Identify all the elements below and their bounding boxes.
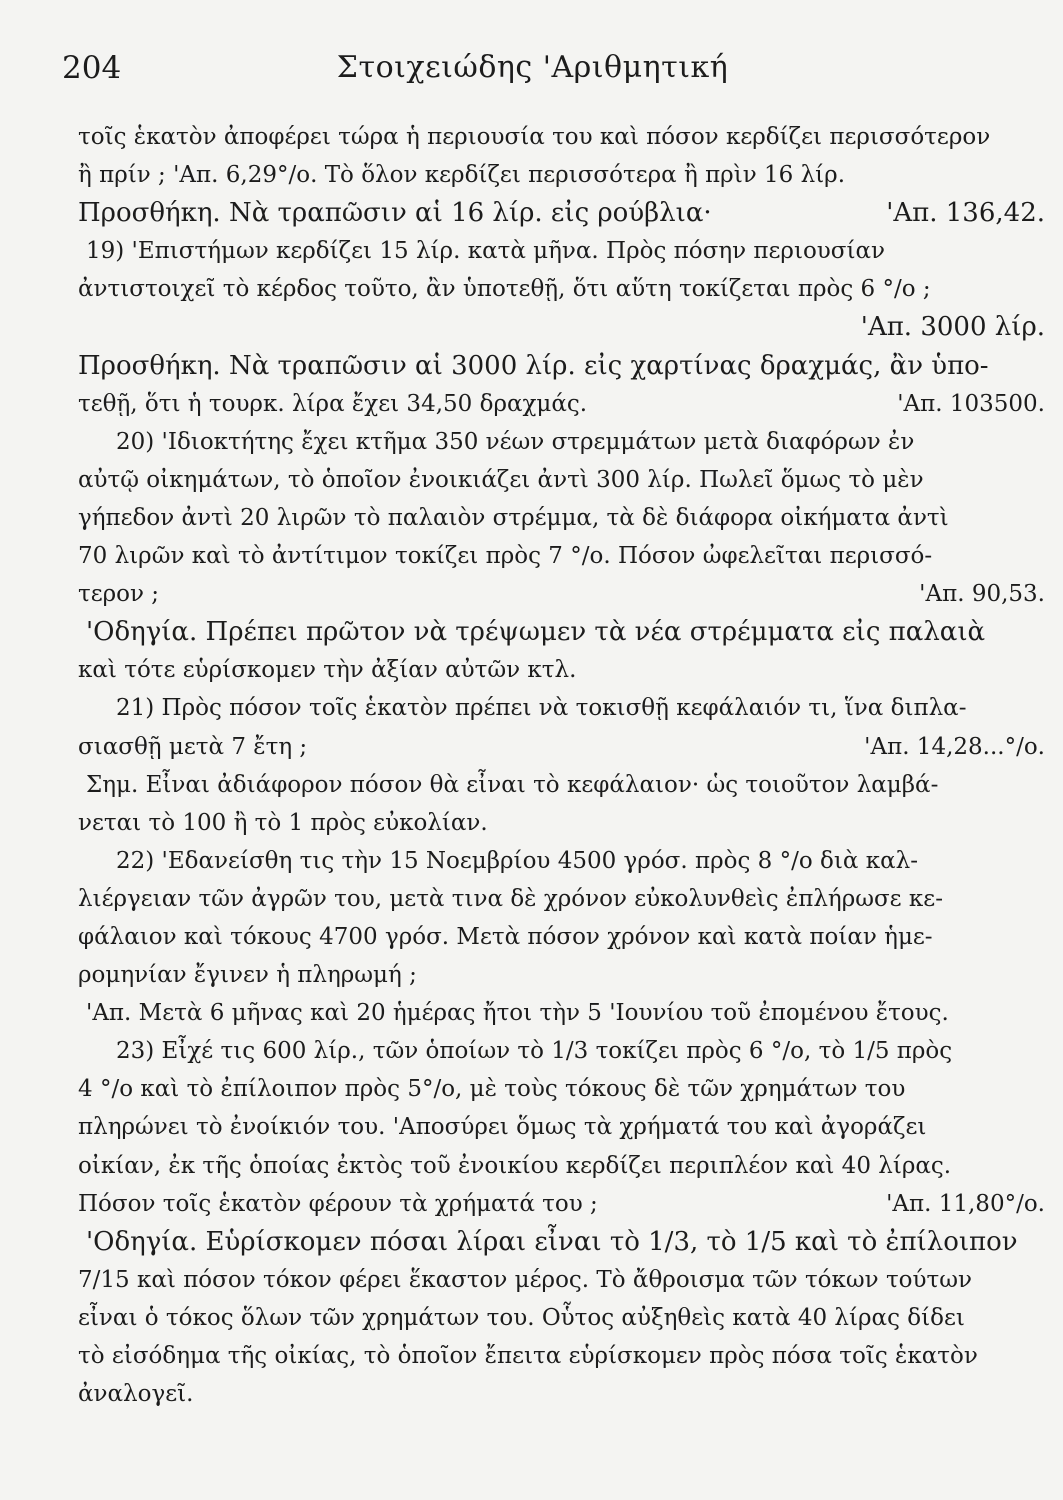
text-line <box>78 1070 1045 1108</box>
text-line <box>78 1299 1045 1337</box>
text-line <box>78 385 1045 423</box>
line-text: 19) 'Επιστήμων κερδίζει 15 λίρ. κατὰ μῆνα. Πρὸς πόσην περιουσίαν <box>86 238 886 265</box>
line-text: σιασθῇ μετὰ 7 ἔτη ; <box>78 733 308 760</box>
text-line <box>78 842 1045 880</box>
line-text: ρομηνίαν ἔγινεν ἡ πληρωμή ; <box>78 962 417 989</box>
text-line <box>78 156 1045 194</box>
text-line <box>78 270 1045 308</box>
text-line <box>78 423 1045 461</box>
line-text: αὐτῷ οἰκημάτων, τὸ ὁποῖον ἐνοικιάζει ἀντὶ 300 λίρ. Πωλεῖ ὅμως τὸ μὲν <box>78 466 924 493</box>
line-text: 4 °/ο καὶ τὸ ἐπίλοιπον πρὸς 5°/ο, μὲ τοὺς τόκους δὲ τῶν χρημάτων του <box>78 1076 906 1103</box>
text-line <box>78 1185 1045 1223</box>
line-text: τεθῇ, ὅτι ἡ τουρκ. λίρα ἔχει 34,50 δραχμάς. <box>78 390 588 417</box>
line-text: Προσθήκη. Νὰ τραπῶσιν αἱ 16 λίρ. εἰς ρούβλια· <box>78 198 712 229</box>
answer-text: 'Απ. 11,80°/ο. <box>886 1190 1045 1217</box>
text-line <box>78 232 1045 270</box>
running-title: Στοιχειώδης 'Αριθμητική <box>336 50 729 85</box>
line-text: καὶ τότε εὑρίσκομεν τὴν ἀξίαν αὐτῶν κτλ. <box>78 657 577 684</box>
line-text: Πόσον τοῖς ἑκατὸν φέρουν τὰ χρήματά του ; <box>78 1190 598 1217</box>
page-header <box>62 46 1003 90</box>
line-text: οἰκίαν, ἐκ τῆς ὁποίας ἐκτὸς τοῦ ἐνοικίου κερδίζει περιπλέον καὶ 40 λίρας. <box>78 1152 952 1179</box>
text-line <box>78 461 1045 499</box>
answer-text: 'Απ. 3000 λίρ. <box>860 312 1045 343</box>
line-text: νεται τὸ 100 ἢ τὸ 1 πρὸς εὐκολίαν. <box>78 809 488 836</box>
line-text: τὸ εἰσόδημα τῆς οἰκίας, τὸ ὁποῖον ἔπειτα εὑρίσκομεν πρὸς πόσα τοῖς ἑκατὸν <box>78 1343 978 1369</box>
text-line <box>78 689 1045 727</box>
line-text: Προσθήκη. Νὰ τραπῶσιν αἱ 3000 λίρ. εἰς χαρτίνας δραχμάς, ἂν ὑπο- <box>78 350 989 381</box>
text-line <box>78 1337 1045 1375</box>
text-line <box>78 651 1045 689</box>
text-line <box>78 194 1045 232</box>
page-number: 204 <box>62 50 122 86</box>
line-text: τοῖς ἑκατὸν ἀποφέρει τώρα ἡ περιουσία του καὶ πόσον κερδίζει περισσότερον <box>78 124 991 150</box>
text-line <box>78 766 1045 804</box>
line-text: εἶναι ὁ τόκος ὅλων τῶν χρημάτων του. Οὗτος αὐξηθεὶς κατὰ 40 λίρας δίδει <box>78 1304 965 1331</box>
line-text: 7/15 καὶ πόσον τόκον φέρει ἕκαστον μέρος. Τὸ ἄθροισμα τῶν τόκων τούτων <box>78 1266 972 1293</box>
answer-text: 'Απ. 90,53. <box>919 581 1045 608</box>
line-text: ἀντιστοιχεῖ τὸ κέρδος τοῦτο, ἂν ὑποτεθῇ, ὅτι αὕτη τοκίζεται πρὸς 6 °/ο ; <box>78 276 931 303</box>
answer-text: 'Απ. 136,42. <box>886 198 1045 229</box>
text-line <box>78 347 1045 385</box>
line-text: 70 λιρῶν καὶ τὸ ἀντίτιμον τοκίζει πρὸς 7 °/ο. Πόσον ὠφελεῖται περισσό- <box>78 543 933 570</box>
text-line <box>78 499 1045 537</box>
line-text: 'Οδηγία. Πρέπει πρῶτον νὰ τρέψωμεν τὰ νέα στρέμματα εἰς παλαιὰ <box>86 617 986 648</box>
text-line <box>78 1032 1045 1070</box>
answer-text: 'Απ. 14,28...°/ο. <box>864 733 1045 760</box>
text-line <box>78 1108 1045 1146</box>
answer-text: 'Απ. 103500. <box>897 390 1045 417</box>
text-line <box>78 728 1045 766</box>
text-line <box>78 918 1045 956</box>
line-text: γήπεδον ἀντὶ 20 λιρῶν τὸ παλαιὸν στρέμμα, τὰ δὲ διάφορα οἰκήματα ἀντὶ <box>78 504 949 531</box>
line-text: 20) 'Ιδιοκτήτης ἔχει κτῆμα 350 νέων στρεμμάτων μετὰ διαφόρων ἐν <box>116 428 915 455</box>
text-line <box>78 994 1045 1032</box>
line-text: τερον ; <box>78 581 160 608</box>
text-line <box>78 880 1045 918</box>
text-line <box>78 1223 1045 1261</box>
text-line <box>78 1147 1045 1185</box>
text-line <box>78 575 1045 613</box>
line-text: 'Απ. Μετὰ 6 μῆνας καὶ 20 ἡμέρας ἤτοι τὴν 5 'Ιουνίου τοῦ ἐπομένου ἔτους. <box>86 1000 949 1027</box>
text-line <box>78 118 1045 156</box>
text-line <box>78 804 1045 842</box>
line-text: λιέργειαν τῶν ἀγρῶν του, μετὰ τινα δὲ χρόνον εὐκολυνθεὶς ἐπλήρωσε κε- <box>78 885 943 912</box>
line-text: 23) Εἶχέ τις 600 λίρ., τῶν ὁποίων τὸ 1/3 τοκίζει πρὸς 6 °/ο, τὸ 1/5 πρὸς <box>116 1038 953 1065</box>
line-text: Σημ. Εἶναι ἀδιάφορον πόσον θὰ εἶναι τὸ κεφάλαιον· ὡς τοιοῦτον λαμβά- <box>86 771 939 798</box>
line-text: φάλαιον καὶ τόκους 4700 γρόσ. Μετὰ πόσον χρόνον καὶ κατὰ ποίαν ἡμε- <box>78 923 933 950</box>
text-line <box>78 308 1045 346</box>
text-line <box>78 1375 1045 1413</box>
line-text: 22) 'Εδανείσθη τις τὴν 15 Νοεμβρίου 4500 γρόσ. πρὸς 8 °/ο διὰ καλ- <box>116 847 918 874</box>
line-text: 21) Πρὸς πόσον τοῖς ἑκατὸν πρέπει νὰ τοκισθῇ κεφάλαιόν τι, ἵνα διπλα- <box>116 695 967 722</box>
line-text: ἀναλογεῖ. <box>78 1381 194 1408</box>
line-text: ἢ πρίν ; 'Απ. 6,29°/ο. Τὸ ὅλον κερδίζει περισσότερα ἢ πρὶν 16 λίρ. <box>78 162 846 189</box>
text-line <box>78 537 1045 575</box>
text-line <box>78 956 1045 994</box>
line-text: 'Οδηγία. Εὑρίσκομεν πόσαι λίραι εἶναι τὸ 1/3, τὸ 1/5 καὶ τὸ ἐπίλοιπον <box>86 1226 1018 1257</box>
text-line <box>78 1261 1045 1299</box>
body-text <box>78 118 1045 1413</box>
line-text: πληρώνει τὸ ἐνοίκιόν του. 'Αποσύρει ὅμως τὰ χρήματά του καὶ ἀγοράζει <box>78 1114 927 1141</box>
text-line <box>78 613 1045 651</box>
